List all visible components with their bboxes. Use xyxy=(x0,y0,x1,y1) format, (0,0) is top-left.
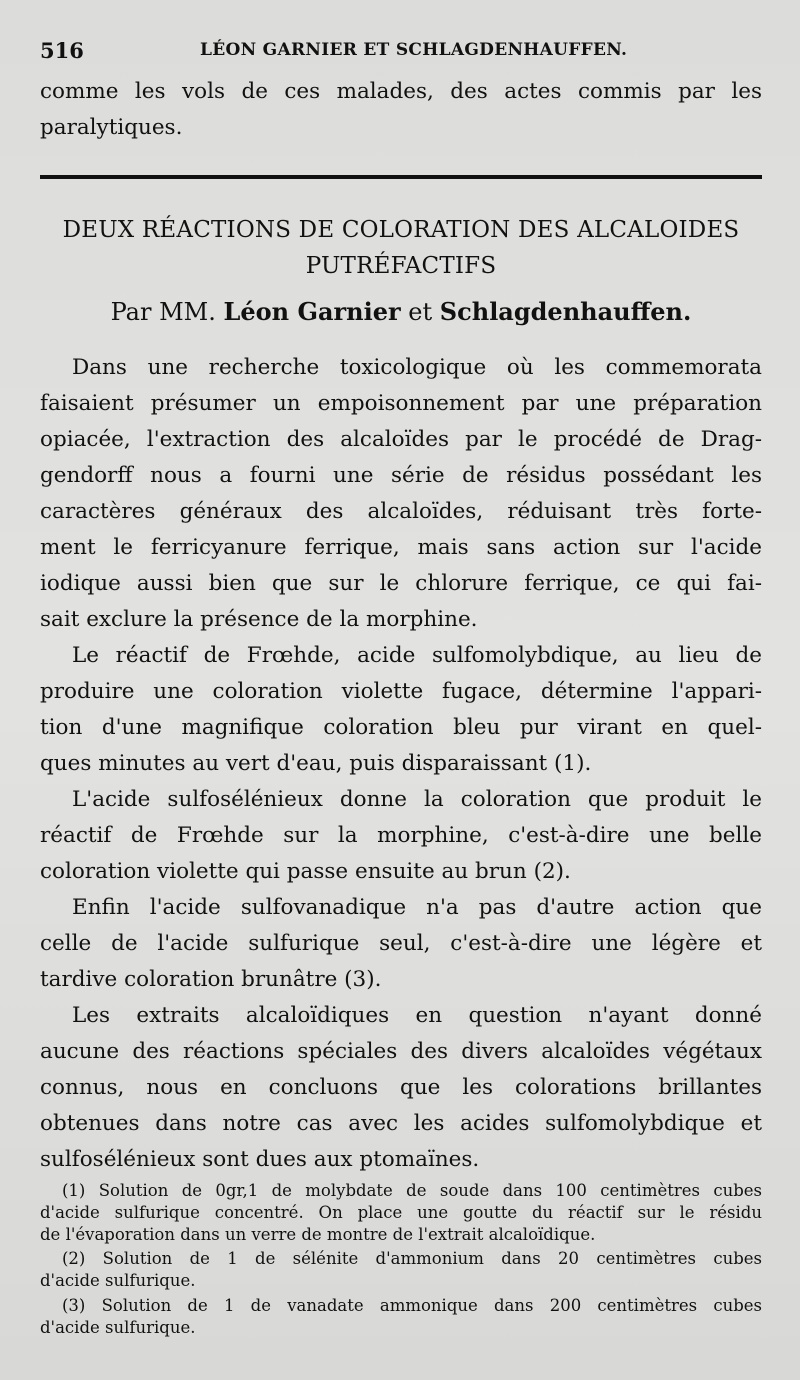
footnote-line: d'acide sulfurique. xyxy=(40,1318,196,1337)
text-line: Dans une recherche toxicologique où les commemorata xyxy=(72,355,762,380)
text-line: gendorff nous a fourni une série de résidus possédant les xyxy=(40,463,762,488)
text-line: produire une coloration violette fugace, détermine l'appari- xyxy=(40,679,762,704)
footnote-line: (1) Solution de 0gr,1 de molybdate de soude dans 100 centimètres cubes xyxy=(62,1181,762,1200)
text-line: obtenues dans notre cas avec les acides sulfomolybdique et xyxy=(40,1111,762,1136)
article-title xyxy=(40,212,762,284)
footnote xyxy=(40,1295,762,1339)
text-line: Le réactif de Frœhde, acide sulfomolybdique, au lieu de xyxy=(72,643,762,668)
footnote xyxy=(40,1180,762,1246)
page-header xyxy=(40,38,760,66)
author-name: Schlagdenhauffen. xyxy=(439,297,692,326)
text-line: sait exclure la présence de la morphine. xyxy=(40,607,478,632)
article-title-line: PUTRÉFACTIFS xyxy=(305,253,497,279)
footnote-line: (2) Solution de 1 de sélénite d'ammonium dans 20 centimètres cubes xyxy=(62,1249,762,1268)
text-line: opiacée, l'extraction des alcaloïdes par le procédé de Drag- xyxy=(40,427,762,452)
text-line: tion d'une magnifique coloration bleu pur virant en quel- xyxy=(40,715,762,740)
article-title-line: DEUX RÉACTIONS DE COLORATION DES ALCALOIDES xyxy=(62,217,740,243)
text-line: aucune des réactions spéciales des divers alcaloïdes végétaux xyxy=(40,1039,762,1064)
text-line: Enfin l'acide sulfovanadique n'a pas d'autre action que xyxy=(72,895,762,920)
byline-prefix: Par MM. xyxy=(110,298,216,326)
byline-conjunction: et xyxy=(408,298,433,326)
text-line: celle de l'acide sulfurique seul, c'est-à-dire une légère et xyxy=(40,931,762,956)
text-line: connus, nous en concluons que les colorations brillantes xyxy=(40,1075,762,1100)
text-line: L'acide sulfosélénieux donne la coloration que produit le xyxy=(72,787,762,812)
text-line: ment le ferricyanure ferrique, mais sans action sur l'acide xyxy=(40,535,762,560)
author-name: Léon Garnier xyxy=(223,297,401,326)
article-body xyxy=(40,350,762,1178)
article-byline xyxy=(40,297,762,326)
footnote-line: d'acide sulfurique. xyxy=(40,1271,196,1290)
text-line: tardive coloration brunâtre (3). xyxy=(40,967,382,992)
text-line: coloration violette qui passe ensuite au brun (2). xyxy=(40,859,571,884)
text-line: faisaient présumer un empoisonnement par une préparation xyxy=(40,391,762,416)
text-line: Les extraits alcaloïdiques en question n'ayant donné xyxy=(72,1003,762,1028)
text-line: paralytiques. xyxy=(40,115,183,140)
text-line: caractères généraux des alcaloïdes, réduisant très forte- xyxy=(40,499,762,524)
running-head: LÉON GARNIER ET SCHLAGDENHAUFFEN. xyxy=(200,40,628,60)
section-divider xyxy=(40,175,762,179)
text-line: iodique aussi bien que sur le chlorure ferrique, ce qui fai- xyxy=(40,571,762,596)
text-line: sulfosélénieux sont dues aux ptomaïnes. xyxy=(40,1147,480,1172)
footnote-line: de l'évaporation dans un verre de montre de l'extrait alcaloïdique. xyxy=(40,1225,596,1244)
previous-article-ending xyxy=(40,74,762,146)
page-number: 516 xyxy=(40,38,84,63)
text-line: réactif de Frœhde sur la morphine, c'est-à-dire une belle xyxy=(40,823,762,848)
footnote-line: d'acide sulfurique concentré. On place une goutte du réactif sur le résidu xyxy=(40,1203,762,1222)
footnote xyxy=(40,1248,762,1292)
text-line: comme les vols de ces malades, des actes commis par les xyxy=(40,79,762,104)
text-line: ques minutes au vert d'eau, puis disparaissant (1). xyxy=(40,751,592,776)
footnote-line: (3) Solution de 1 de vanadate ammonique dans 200 centimètres cubes xyxy=(62,1296,762,1315)
